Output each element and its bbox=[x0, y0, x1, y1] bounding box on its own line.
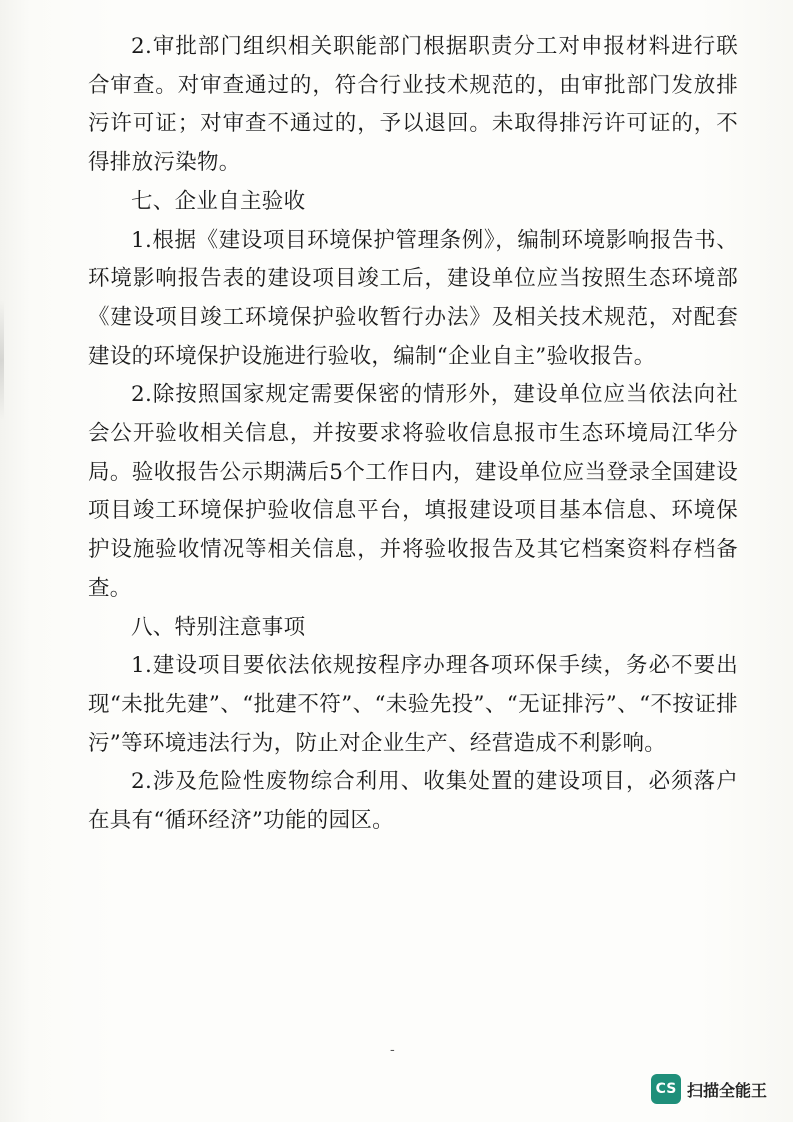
page-number-mark: - bbox=[390, 1042, 395, 1058]
paragraph-notes-2: 2.涉及危险性废物综合利用、收集处置的建设项目，必须落户在具有“循环经济”功能的园区。 bbox=[88, 769, 738, 834]
paragraph-acceptance-2: 2.除按照国家规定需要保密的情形外，建设单位应当依法向社会公开验收相关信息，并按要求将验收信息报市生态环境局江华分局。验收报告公示期满后5个工作日内，建设单位应当登录全国建设项目竣工环境保护验收信息平台，填报建设项目基本信息、环境保护设施验收情况等相关信息，并将验收报告及其它档案资料存档备查。 bbox=[88, 382, 738, 601]
camscanner-label: 扫描全能王 bbox=[686, 1080, 767, 1100]
section-heading-special-notes: 八、特别注意事项 bbox=[131, 614, 306, 640]
scan-edge-shadow bbox=[0, 300, 4, 420]
paragraph-acceptance-1: 1.根据《建设项目环境保护管理条例》，编制环境影响报告书、环境影响报告表的建设项目竣工后，建设单位应当按照生态环境部《建设项目竣工环境保护验收暂行办法》及相关技术规范，对配套建设的环境保护设施进行验收，编制“企业自主”验收报告。 bbox=[88, 227, 738, 369]
document-body bbox=[88, 28, 738, 841]
paragraph-notes-1: 1.建设项目要依法依规按程序办理各项环保手续，务必不要出现“未批先建”、“批建不符”、“未验先投”、“无证排污”、“不按证排污”等环境违法行为，防止对企业生产、经营造成不利影响。 bbox=[88, 653, 738, 756]
section-heading-self-acceptance: 七、企业自主验收 bbox=[131, 188, 306, 214]
paragraph-review: 2.审批部门组织相关职能部门根据职责分工对申报材料进行联合审查。对审查通过的，符合行业技术规范的，由审批部门发放排污许可证；对审查不通过的，予以退回。未取得排污许可证的，不得排放污染物。 bbox=[88, 34, 738, 176]
camscanner-logo-icon: CS bbox=[651, 1074, 681, 1104]
camscanner-watermark bbox=[651, 1074, 767, 1104]
